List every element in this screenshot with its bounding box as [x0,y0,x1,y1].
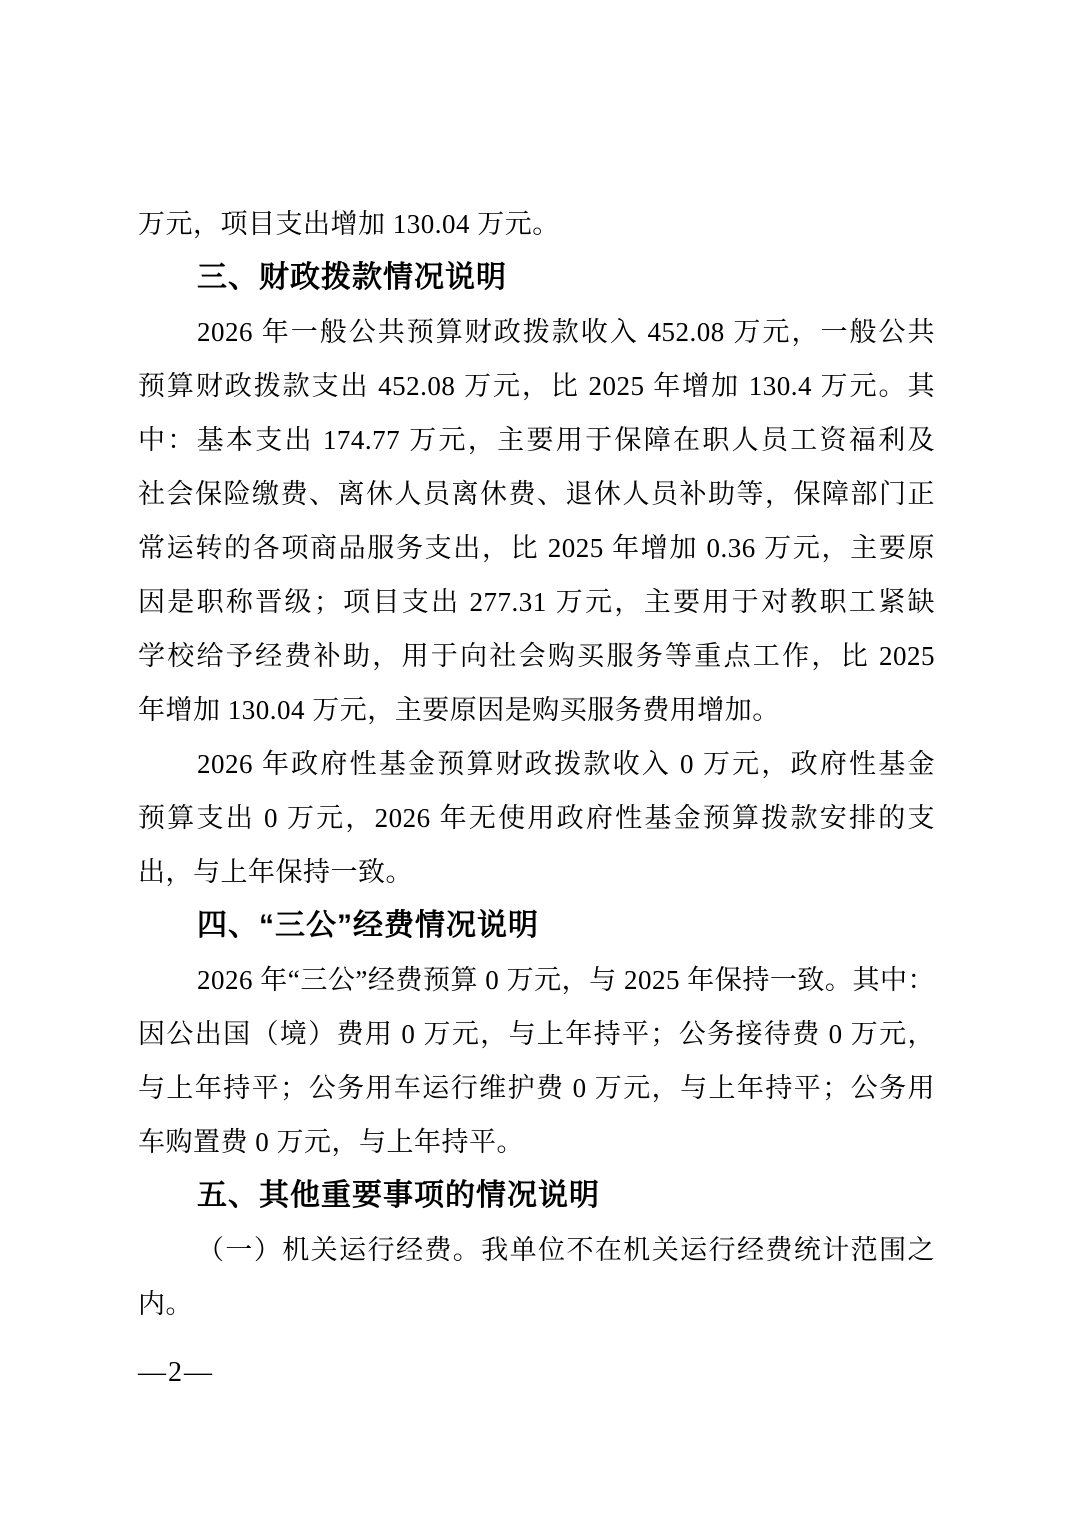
section-heading-5: 五、其他重要事项的情况说明 [197,1179,600,1212]
section-heading-3: 三、财政拨款情况说明 [197,261,507,294]
para-line: 常运转的各项商品服务支出，比 2025 年增加 0.36 万元，主要原 [138,533,935,563]
para-line: 社会保险缴费、离休人员离休费、退休人员补助等，保障部门正 [138,479,935,509]
para-line: 内。 [138,1289,193,1319]
para-line: 中：基本支出 174.77 万元，主要用于保障在职人员工资福利及 [138,425,935,455]
para-line: 预算财政拨款支出 452.08 万元，比 2025 年增加 130.4 万元。其 [138,371,935,401]
para-line: 2026 年一般公共预算财政拨款收入 452.08 万元，一般公共 [197,317,935,347]
para-line: 车购置费 0 万元，与上年持平。 [138,1127,524,1157]
para-line: 年增加 130.04 万元，主要原因是购买服务费用增加。 [138,695,780,725]
section-heading-4: 四、“三公”经费情况说明 [197,909,539,942]
para-line: 2026 年“三公”经费预算 0 万元，与 2025 年保持一致。其中： [197,965,935,995]
para-line: 学校给予经费补助，用于向社会购买服务等重点工作，比 2025 [138,641,935,671]
continuation-line: 万元，项目支出增加 130.04 万元。 [138,209,560,239]
text-block [138,197,935,1331]
para-line: （一）机关运行经费。我单位不在机关运行经费统计范围之 [197,1235,935,1265]
para-line: 出，与上年保持一致。 [138,857,413,887]
para-line: 与上年持平；公务用车运行维护费 0 万元，与上年持平；公务用 [138,1073,935,1103]
para-line: 因是职称晋级；项目支出 277.31 万元，主要用于对教职工紧缺 [138,587,935,617]
para-line: 2026 年政府性基金预算财政拨款收入 0 万元，政府性基金 [197,749,935,779]
para-line: 预算支出 0 万元，2026 年无使用政府性基金预算拨款安排的支 [138,803,935,833]
para-line: 因公出国（境）费用 0 万元，与上年持平；公务接待费 0 万元， [138,1019,935,1049]
page-number: —2— [138,1357,214,1388]
